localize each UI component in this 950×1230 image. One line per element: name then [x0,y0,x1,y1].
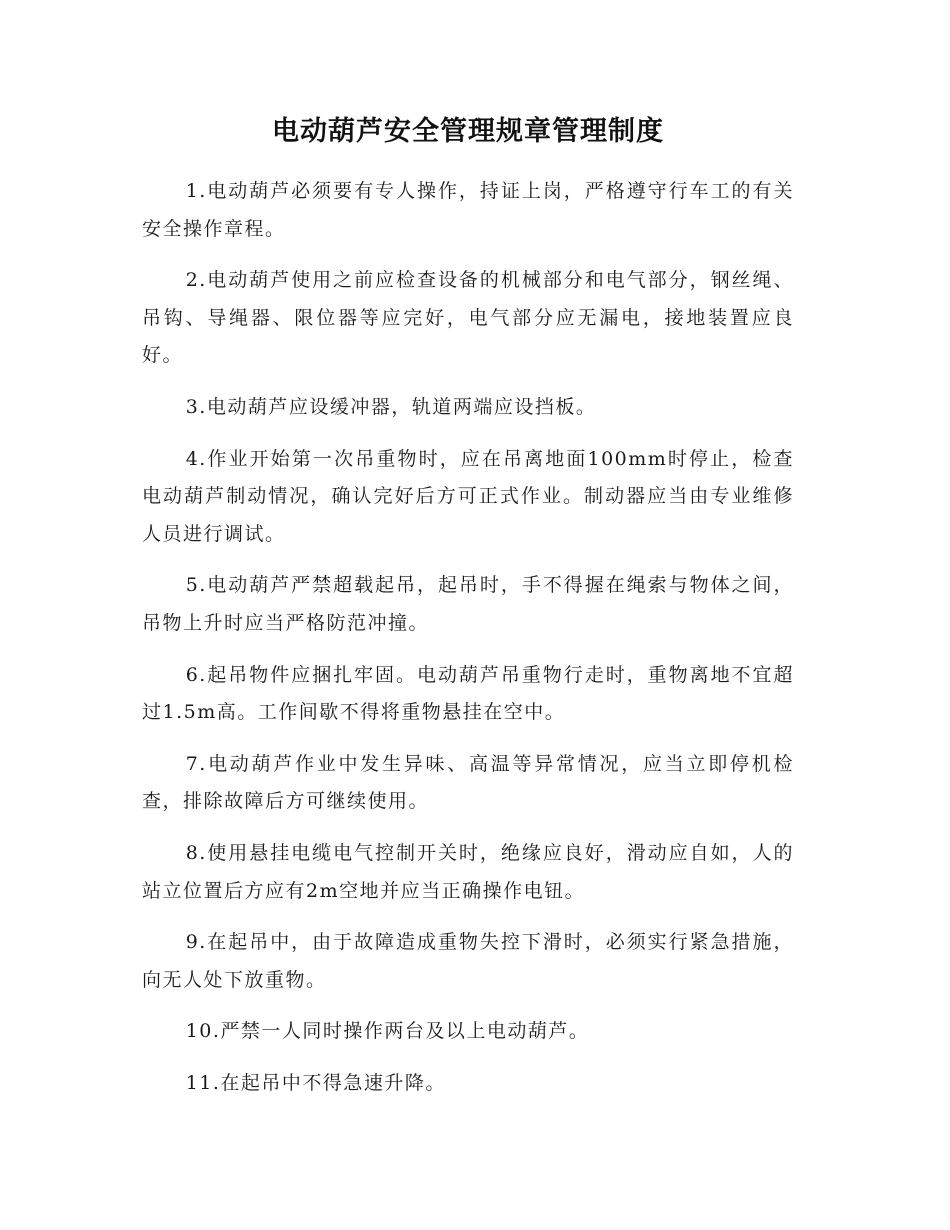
document-page [142,108,794,1116]
rule-paragraph-8: 8.使用悬挂电缆电气控制开关时，绝缘应良好，滑动应自如，人的站立位置后方应有2m空地并应当正确操作电钮。 [142,841,794,902]
rule-paragraph-1: 1.电动葫芦必须要有专人操作，持证上岗，严格遵守行车工的有关安全操作章程。 [142,180,794,240]
rule-paragraph-4: 4.作业开始第一次吊重物时，应在吊离地面100mm时停止，检查电动葫芦制动情况，确认完好后方可正式作业。制动器应当由专业维修人员进行调试。 [142,447,794,545]
rule-paragraph-5: 5.电动葫芦严禁超载起吊，起吊时，手不得握在绳索与物体之间，吊物上升时应当严格防范冲撞。 [142,574,794,634]
rule-paragraph-2: 2.电动葫芦使用之前应检查设备的机械部分和电气部分，钢丝绳、吊钩、导绳器、限位器等应完好，电气部分应无漏电，接地装置应良好。 [142,269,794,367]
document-title: 电动葫芦安全管理规章管理制度 [272,116,664,147]
rule-paragraph-3: 3.电动葫芦应设缓冲器，轨道两端应设挡板。 [185,395,597,418]
rule-paragraph-9: 9.在起吊中，由于故障造成重物失控下滑时，必须实行紧急措施，向无人处下放重物。 [142,931,794,991]
rule-paragraph-6: 6.起吊物件应捆扎牢固。电动葫芦吊重物行走时，重物离地不宜超过1.5m高。工作间歇不得将重物悬挂在空中。 [142,663,794,724]
rule-paragraph-11: 11.在起吊中不得急速升降。 [185,1071,446,1094]
rule-paragraph-10: 10.严禁一人同时操作两台及以上电动葫芦。 [185,1020,590,1043]
rule-paragraph-7: 7.电动葫芦作业中发生异味、高温等异常情况，应当立即停机检查，排除故障后方可继续使用。 [142,752,794,813]
